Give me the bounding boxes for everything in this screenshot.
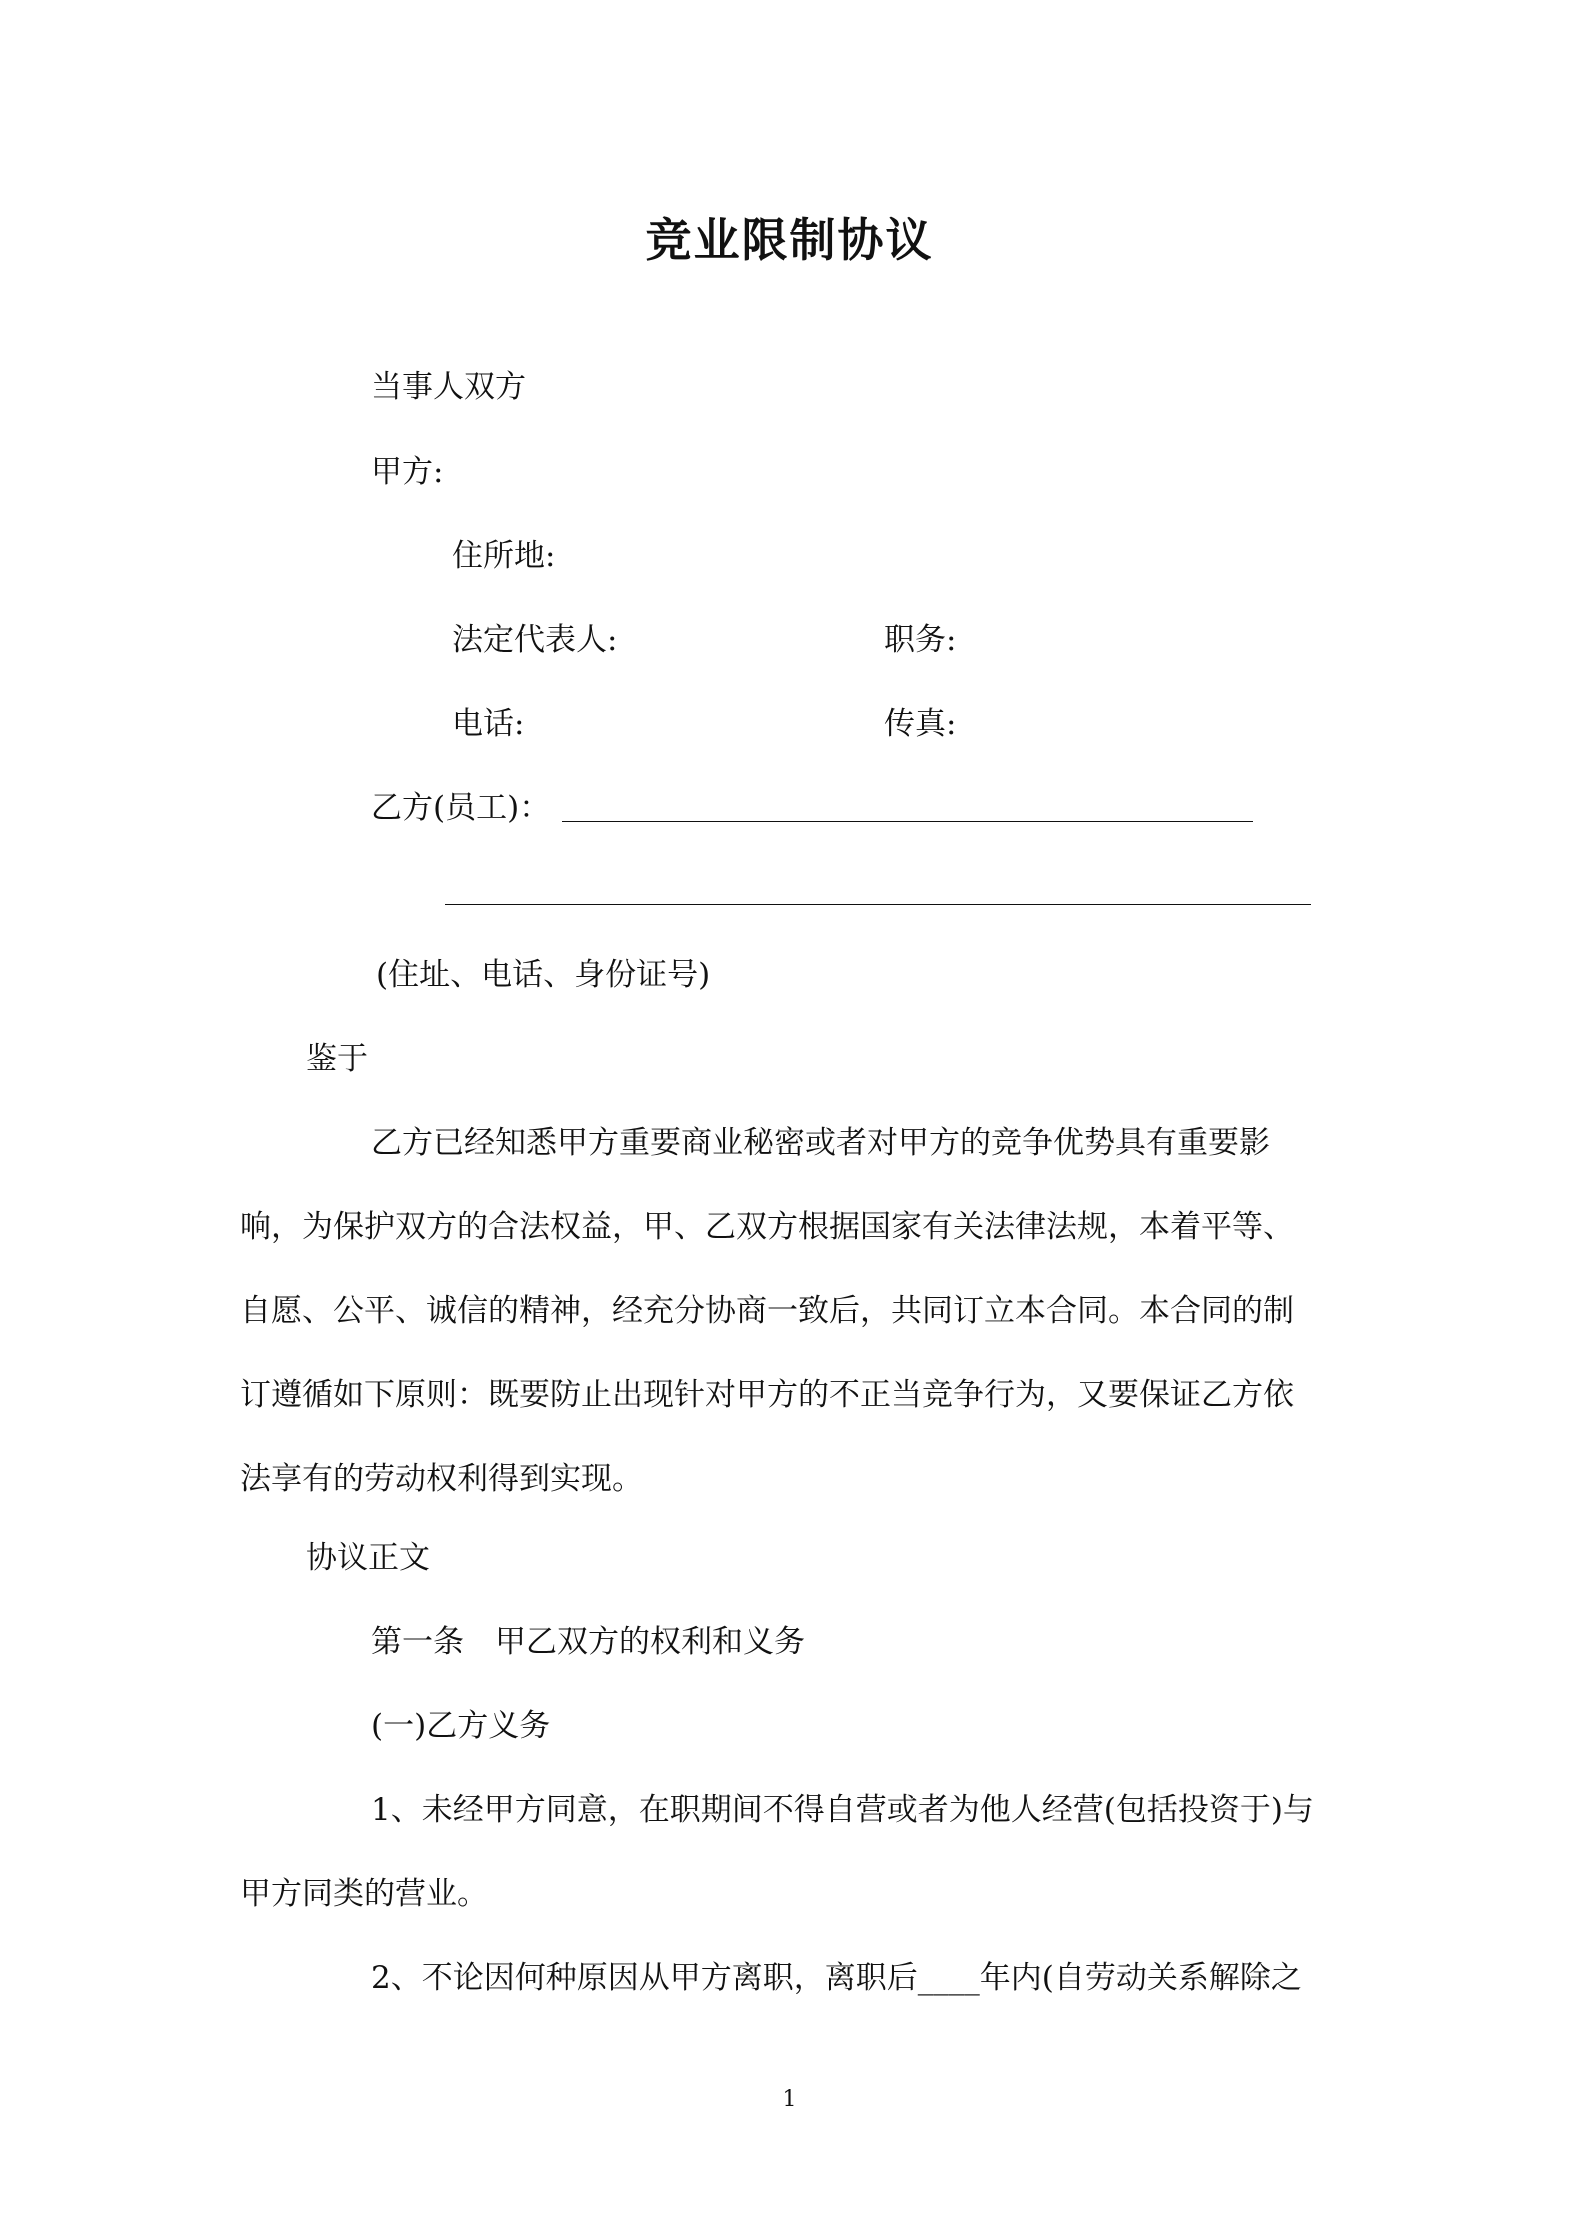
fax-label: 传真:	[884, 706, 957, 742]
position-label: 职务:	[884, 622, 957, 658]
whereas-line-4: 订遵循如下原则：既要防止出现针对甲方的不正当竞争行为，又要保证乙方依	[240, 1377, 1294, 1413]
party-a-label: 甲方:	[371, 454, 444, 490]
article-1-heading: 第一条 甲乙双方的权利和义务	[371, 1624, 805, 1660]
party-b-note: (住址、电话、身份证号)	[376, 957, 711, 993]
page-number: 1	[782, 2087, 797, 2112]
whereas-line-2: 响，为保护双方的合法权益，甲、乙双方根据国家有关法律法规，本着平等、	[240, 1209, 1294, 1245]
whereas-heading: 鉴于	[306, 1041, 368, 1077]
item-2-line-1: 2、不论因何种原因从甲方离职，离职后____年内(自劳动关系解除之	[371, 1960, 1302, 1996]
whereas-line-5: 法享有的劳动权利得到实现。	[240, 1461, 643, 1497]
party-b-label: 乙方(员工)：	[371, 790, 551, 826]
whereas-line-3: 自愿、公平、诚信的精神，经充分协商一致后，共同订立本合同。本合同的制	[240, 1293, 1294, 1329]
agreement-heading: 协议正文	[306, 1540, 430, 1576]
whereas-line-1: 乙方已经知悉甲方重要商业秘密或者对甲方的竞争优势具有重要影	[371, 1125, 1270, 1161]
party-b-name-blank	[562, 821, 1253, 822]
section-1-heading: (一)乙方义务	[371, 1708, 551, 1744]
address-label: 住所地:	[452, 538, 556, 574]
item-1-line-1: 1、未经甲方同意，在职期间不得自营或者为他人经营(包括投资于)与	[371, 1792, 1314, 1828]
legal-rep-label: 法定代表人:	[452, 622, 618, 658]
item-1-line-2: 甲方同类的营业。	[240, 1876, 488, 1912]
parties-heading: 当事人双方	[371, 369, 526, 405]
phone-label: 电话:	[452, 706, 525, 742]
document-title: 竞业限制协议	[645, 213, 934, 267]
party-b-info-blank	[445, 904, 1311, 905]
